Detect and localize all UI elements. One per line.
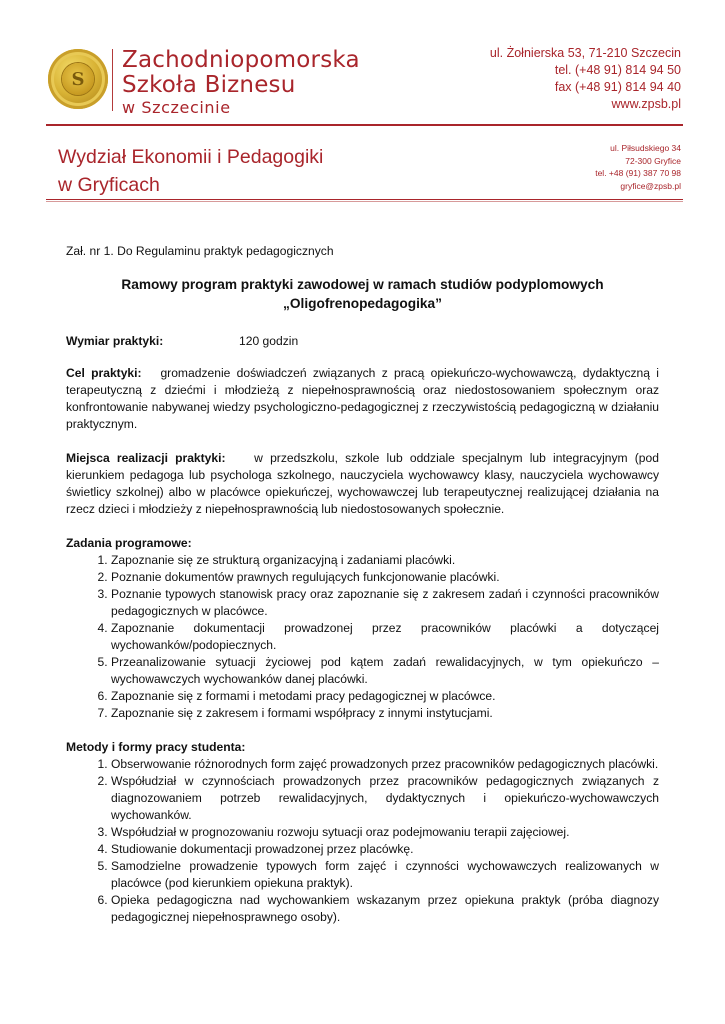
miejsca-label: Miejsca realizacji praktyki: [66,451,226,465]
department-email: gryfice@zpsb.pl [620,180,681,191]
department-line2: w Gryficach [58,174,160,196]
school-seal-logo [48,49,108,109]
school-address: ul. Żołnierska 53, 71-210 Szczecin [489,46,681,60]
wymiar-value: 120 godzin [239,334,299,348]
department-rule [46,199,683,200]
list-item: 4. Zapoznanie dokumentacji prowadzonej przez pracowników placówki a dotyczącej wychowanków/podopiecznych. [111,620,659,654]
list-item: 7. Zapoznanie się z zakresem i formami współpracy z innymi instytucjami. [111,705,659,722]
wymiar-row [66,333,659,350]
logo-divider [112,49,113,111]
list-item: 5. Samodzielne prowadzenie typowych form zajęć i czynności wychowawczych realizowanych w placówce (pod kierunkiem opiekuna praktyk). [111,858,659,892]
document-body [66,243,659,943]
department-street: ul. Piłsudskiego 34 [610,143,681,153]
school-website: www.zpsb.pl [611,97,681,111]
seal-emblem-icon: S [62,63,94,95]
school-fax: fax (+48 91) 814 94 40 [554,80,681,94]
header-rule [46,124,683,126]
cel-paragraph [66,365,659,433]
metody-list [66,756,659,926]
metody-title: Metody i formy pracy studenta: [66,740,246,754]
list-item: 3. Poznanie typowych stanowisk pracy oraz zapoznanie się z zakresem zadań i czynności pracowników pedagogicznych w placówce. [111,586,659,620]
miejsca-paragraph [66,450,659,518]
school-name-line1: Zachodniopomorska [122,47,360,73]
cel-label: Cel praktyki: [66,366,142,380]
miejsca-text: w przedszkolu, szkole lub oddziale specjalnym lub integracyjnym (pod kierunkiem pedagoga lub psychologa szkolnego, nauczyciela wychowawcy klasy, nauczyciela wychowawcy świetlicy szkolnej) albo w placówce opiekuńczej, wychowawczej lub terapeutycznej realizującej działania na rzecz dzieci i młodzieży z niepełnosprawnością lub niedostosowanych społecznie. [66,451,659,516]
list-item: 5. Przeanalizowanie sytuacji życiowej pod kątem zadań rewalidacyjnych, w tym opiekuńczo – wychowawczych wychowanków danej placówki. [111,654,659,688]
school-tel: tel. (+48 91) 814 94 50 [554,63,681,77]
letterhead [0,0,725,125]
attachment-note: Zał. nr 1. Do Regulaminu praktyk pedagogicznych [66,244,334,258]
list-item: 2. Poznanie dokumentów prawnych regulujących funkcjonowanie placówki. [111,569,659,586]
list-item: 4. Studiowanie dokumentacji prowadzonej przez placówkę. [111,841,659,858]
list-item: 1. Zapoznanie się ze strukturą organizacyjną i zadaniami placówki. [111,552,659,569]
department-tel: tel. +48 (91) 387 70 98 [595,168,681,178]
school-contact [490,45,681,113]
school-name-line2: Szkoła Biznesu [122,72,296,98]
document-title [66,275,659,313]
school-name [122,48,360,117]
list-item: 3. Współudział w prognozowaniu rozwoju sytuacji oraz podejmowaniu terapii zajęciowej. [111,824,659,841]
department-contact [595,142,681,192]
department-rule-secondary [46,201,683,202]
list-item: 6. Opieka pedagogiczna nad wychowankiem wskazanym przez opiekuna praktyk (próba diagnozy pedagogicznej niepełnosprawnego osoby). [111,892,659,926]
department-name [58,143,323,199]
department-line1: Wydział Ekonomii i Pedagogiki [58,146,324,168]
list-item: 2. Współudział w czynnościach prowadzonych przez pracowników pedagogicznych związanych z diagnozowaniem potrzeb rewalidacyjnych, dydaktycznych i opiekuńczo-wychowawczych wychowanków. [111,773,659,824]
title-line1: Ramowy program praktyki zawodowej w ramach studiów podyplomowych [121,277,604,292]
title-line2: „Oligofrenopedagogika” [283,296,442,311]
list-item: 6. Zapoznanie się z formami i metodami pracy pedagogicznej w placówce. [111,688,659,705]
wymiar-label: Wymiar praktyki: [66,334,164,348]
cel-text: gromadzenie doświadczeń związanych z pracą opiekuńczo-wychowawczą, dydaktyczną i terapeutyczną z dziećmi i młodzieżą z niepełnosprawnością oraz niedostosowaniem społecznym oraz konfrontowanie nabywanej wiedzy psychologiczno-pedagogicznej z rzeczywistością pedagogiczną w działaniu praktycznym. [66,366,659,431]
department-city: 72-300 Gryfice [625,155,681,166]
school-name-line3: w Szczecinie [122,98,231,117]
zadania-list [66,552,659,722]
zadania-title: Zadania programowe: [66,536,192,550]
list-item: 1. Obserwowanie różnorodnych form zajęć prowadzonych przez pracowników pedagogicznych placówki. [111,756,659,773]
